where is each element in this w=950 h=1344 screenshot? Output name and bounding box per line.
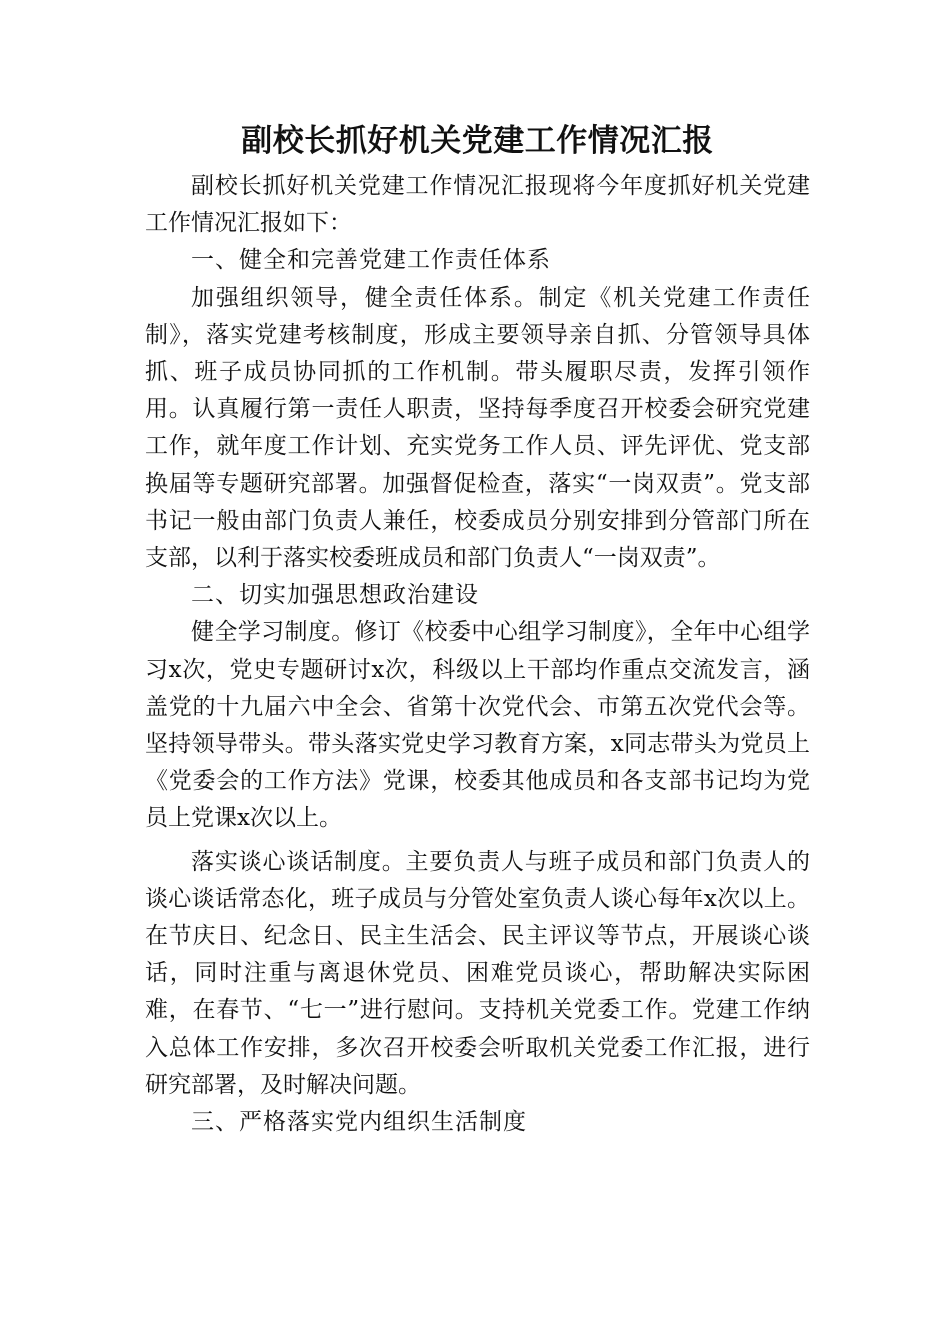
section-2-paragraph-1: 健全学习制度。修订《校委中心组学习制度》，全年中心组学习x次，党史专题研讨x次，科级以上干部均作重点交流发言，涵盖党的十九届六中全会、省第十次党代会、市第五次党代会等。坚持领导带头。带头落实党史学习教育方案，x同志带头为党员上《党委会的工作方法》党课，校委其他成员和各支部书记均为党员上党课x次以上。 <box>145 619 810 832</box>
section-2-heading: 二、切实加强思想政治建设 <box>191 582 479 609</box>
section-2-paragraph-2: 落实谈心谈话制度。主要负责人与班子成员和部门负责人的谈心谈话常态化，班子成员与分管处室负责人谈心每年x次以上。在节庆日、纪念日、民主生活会、民主评议等节点，开展谈心谈话，同时注重与离退休党员、困难党员谈心，帮助解决实际困难，在春节、“七一”进行慰问。支持机关党委工作。党建工作纳入总体工作安排，多次召开校委会听取机关党委工作汇报，进行研究部署，及时解决问题。 <box>145 848 810 1098</box>
intro-paragraph: 副校长抓好机关党建工作情况汇报现将今年度抓好机关党建工作情况汇报如下： <box>145 173 810 237</box>
section-3-heading: 三、严格落实党内组织生活制度 <box>191 1109 527 1136</box>
section-1-heading: 一、健全和完善党建工作责任体系 <box>191 247 551 274</box>
document-title: 副校长抓好机关党建工作情况汇报 <box>241 123 714 159</box>
document-page <box>145 118 810 1141</box>
section-1-paragraph: 加强组织领导，健全责任体系。制定《机关党建工作责任制》，落实党建考核制度，形成主要领导亲自抓、分管领导具体抓、班子成员协同抓的工作机制。带头履职尽责，发挥引领作用。认真履行第一责任人职责，坚持每季度召开校委会研究党建工作，就年度工作计划、充实党务工作人员、评先评优、党支部换届等专题研究部署。加强督促检查，落实“一岗双责”。党支部书记一般由部门负责人兼任，校委成员分别安排到分管部门所在支部，以利于落实校委班成员和部门负责人“一岗双责”。 <box>145 284 810 572</box>
